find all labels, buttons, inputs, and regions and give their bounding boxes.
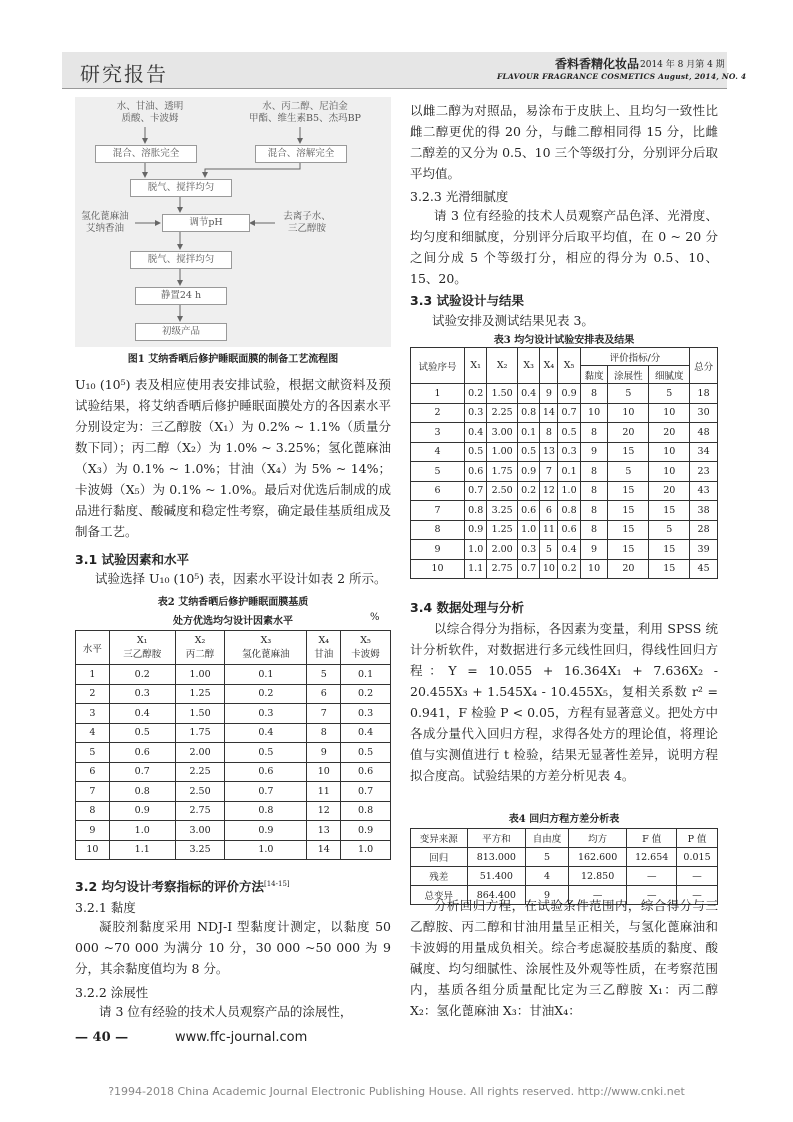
table-cell: 0.5 — [225, 743, 307, 763]
table-cell: 残差 — [411, 867, 468, 886]
table-cell: 5 — [526, 848, 569, 867]
table-cell: 0.7 — [558, 403, 580, 423]
t4-header: 变异来源 — [411, 829, 468, 848]
table-cell: — — [627, 886, 677, 905]
table-cell: 2.00 — [175, 743, 225, 763]
table-cell: 8 — [580, 501, 608, 521]
table-cell: 1.25 — [487, 520, 518, 540]
table-cell: 8 — [307, 723, 341, 743]
table-cell: 8 — [580, 423, 608, 443]
t4-header: P 值 — [677, 829, 718, 848]
table-cell: 0.2 — [465, 384, 487, 404]
table-cell: 15 — [608, 540, 649, 560]
t2-header-name: 甘油 — [314, 649, 334, 660]
table-cell: 5 — [411, 462, 465, 482]
table-cell: 14 — [540, 403, 558, 423]
table-cell: 1 — [411, 384, 465, 404]
journal-name: 香料香精化妆品 — [555, 57, 640, 71]
table-cell: 0.1 — [558, 462, 580, 482]
t2-header-col — [307, 631, 341, 665]
table-cell: 0.7 — [341, 782, 391, 802]
heading-3-2-3: 3.2.3 光滑细腻度 — [410, 189, 509, 204]
table-cell: 45 — [690, 559, 718, 579]
table-cell: 0.3 — [518, 540, 540, 560]
table-cell: 39 — [690, 540, 718, 560]
table-cell: 15 — [649, 559, 690, 579]
table-cell: 51.400 — [467, 867, 525, 886]
table-row — [411, 501, 718, 521]
table-cell: 回归 — [411, 848, 468, 867]
table-row — [411, 403, 718, 423]
table-cell: 8 — [580, 462, 608, 482]
t3-header-x1: X₁ — [465, 348, 487, 384]
right-paragraph-3: 试验安排及测试结果见表 3。 — [432, 313, 594, 328]
table-cell: 8 — [580, 481, 608, 501]
table-cell: 1.75 — [175, 723, 225, 743]
t2-header-level: 水平 — [76, 631, 110, 665]
table-cell: 3.25 — [175, 840, 225, 860]
t2-header-symbol: X₄ — [318, 635, 330, 646]
table-cell: 3 — [411, 423, 465, 443]
table-cell: 10 — [411, 559, 465, 579]
table-cell: 8 — [580, 384, 608, 404]
table-cell: 0.9 — [341, 821, 391, 841]
table-cell: 0.5 — [465, 442, 487, 462]
table-row — [76, 684, 391, 704]
flow-input-water: 去离子水、 三乙醇胺 — [283, 211, 331, 234]
table-row — [411, 867, 718, 886]
table-cell: 0.4 — [109, 704, 175, 724]
table-cell: 0.8 — [109, 782, 175, 802]
table-cell: 12.654 — [627, 848, 677, 867]
table-row — [76, 840, 391, 860]
table-cell: 10 — [540, 559, 558, 579]
journal-issue: 2014 年 8 月第 4 期 — [640, 60, 725, 70]
table-cell: 1.00 — [487, 442, 518, 462]
t3-header-eval: 评价指标/分 — [580, 348, 689, 366]
table-cell: 2.00 — [487, 540, 518, 560]
table-cell: 9 — [307, 743, 341, 763]
table-cell: 38 — [690, 501, 718, 521]
t3-header-x4: X₄ — [540, 348, 558, 384]
table-row — [76, 801, 391, 821]
table-cell: 1.0 — [341, 840, 391, 860]
table-cell: 20 — [608, 559, 649, 579]
table-cell: 3.25 — [487, 501, 518, 521]
table-cell: — — [677, 886, 718, 905]
table-cell: 0.6 — [518, 501, 540, 521]
table-cell: 0.4 — [225, 723, 307, 743]
table-cell: 5 — [649, 384, 690, 404]
t2-header-col — [175, 631, 225, 665]
flow-input-oils: 氢化蓖麻油 艾纳香油 — [81, 211, 129, 234]
table-cell: 1.0 — [225, 840, 307, 860]
table-cell: 9 — [411, 540, 465, 560]
flow-step-mix-swell: 混合、溶胀完全 — [95, 145, 197, 163]
table-cell: 1.50 — [175, 704, 225, 724]
table-cell: 8 — [540, 423, 558, 443]
table-cell: 813.000 — [467, 848, 525, 867]
table-cell: 0.2 — [558, 559, 580, 579]
table-cell: 0.6 — [225, 762, 307, 782]
table-row — [411, 384, 718, 404]
table-cell: 0.7 — [465, 481, 487, 501]
t2-header-name: 三乙醇胺 — [123, 649, 162, 660]
table-cell: 0.8 — [225, 801, 307, 821]
table-row — [411, 848, 718, 867]
heading-3-2-1: 3.2.1 黏度 — [75, 900, 136, 915]
table-cell: 0.4 — [518, 384, 540, 404]
table-cell: 15 — [608, 520, 649, 540]
table-cell: 0.5 — [109, 723, 175, 743]
table-cell: 864.400 — [467, 886, 525, 905]
table-cell: 0.5 — [558, 423, 580, 443]
table-cell: 5 — [608, 462, 649, 482]
table-cell: 15 — [649, 501, 690, 521]
table-cell: 14 — [307, 840, 341, 860]
table-cell: 1.1 — [109, 840, 175, 860]
flow-step-product: 初级产品 — [135, 323, 227, 341]
table-3-caption: 表3 均匀设计试验安排表及结果 — [493, 335, 635, 346]
table-cell: 5 — [649, 520, 690, 540]
table-cell: 12 — [540, 481, 558, 501]
t2-header-col — [109, 631, 175, 665]
table-cell: 2 — [76, 684, 110, 704]
table-cell: 1.1 — [465, 559, 487, 579]
header-divider — [62, 88, 727, 89]
left-paragraph-1: U₁₀ (10⁵) 表及相应使用表安排试验，根据文献资料及预试验结果，将艾纳香晒后修护睡眠面膜处方的各因素水平分别设定为：三乙醇胺（X₁）为 0.2% ~ 1.1%（质量分数下同）；丙二醇（X₂）为 1.0% ~ 3.25%；氢化蓖麻油（X₃）为 0.1% ~ 1.0%；甘油（X₄）为 5% ~ 14%；卡波姆（X₅）为 0.1% ~ 1.0%。最后对优选后制成的成品进行黏度、酸碱度和稳定性考察，确定最佳基质组成及制备工艺。 — [75, 377, 391, 539]
t4-header: 自由度 — [526, 829, 569, 848]
t4-header: 平方和 — [467, 829, 525, 848]
table-cell: 30 — [690, 403, 718, 423]
table-cell: 0.3 — [465, 403, 487, 423]
table-cell: 34 — [690, 442, 718, 462]
table-cell: 10 — [649, 442, 690, 462]
table-cell: 18 — [690, 384, 718, 404]
table-cell: 20 — [649, 423, 690, 443]
right-paragraph-2: 请 3 位有经验的技术人员观察产品色泽、光滑度、均匀度和细腻度，分别评分后取平均值，在 0 ~ 20 分之间分成 5 个等级打分，相应的得分为 0.5、10、15、20。 — [410, 208, 718, 286]
table-cell: 0.8 — [518, 403, 540, 423]
table-cell: 2.50 — [175, 782, 225, 802]
table-cell: 12 — [307, 801, 341, 821]
t2-header-col — [341, 631, 391, 665]
t3-header-no: 试验序号 — [411, 348, 465, 384]
table-cell: 0.9 — [465, 520, 487, 540]
table-row — [411, 423, 718, 443]
table-row — [76, 762, 391, 782]
table-cell: 0.9 — [518, 462, 540, 482]
table-cell: 5 — [540, 540, 558, 560]
page-number: — 40 — — [75, 1030, 129, 1045]
t3-header-x5: X₅ — [558, 348, 580, 384]
t2-header-symbol: X₂ — [194, 635, 206, 646]
table-cell: 0.7 — [225, 782, 307, 802]
table-cell: 2.75 — [487, 559, 518, 579]
right-paragraph-1: 以雌二醇为对照品，易涂布于皮肤上、且均匀一致性比雌二醇更优的得 20 分，与雌二醇相同得 15 分，比雌二醇差的又分为 0.5、10 三个等级打分，分别评分后取平均值。 — [410, 103, 718, 181]
t2-header-name: 丙二醇 — [185, 649, 215, 660]
table-cell: 7 — [76, 782, 110, 802]
t2-header-symbol: X₃ — [260, 635, 272, 646]
t3-header-x3: X₃ — [518, 348, 540, 384]
table-row — [76, 723, 391, 743]
table-cell: 10 — [580, 403, 608, 423]
table-cell: 2.25 — [175, 762, 225, 782]
table-cell: 20 — [608, 423, 649, 443]
table-row — [76, 782, 391, 802]
left-paragraph-4: 请 3 位有经验的技术人员观察产品的涂展性， — [99, 1004, 353, 1019]
table-cell: 10 — [649, 403, 690, 423]
table-cell: 0.3 — [558, 442, 580, 462]
table-cell: 1.00 — [175, 665, 225, 685]
t3-header-spread: 涂展性 — [608, 366, 649, 384]
table-cell: 0.1 — [518, 423, 540, 443]
table-cell: 0.7 — [518, 559, 540, 579]
table-cell: 20 — [649, 481, 690, 501]
table-cell: 8 — [76, 801, 110, 821]
t2-header-name: 卡波姆 — [351, 649, 380, 660]
table-cell: 6 — [76, 762, 110, 782]
flow-step-degas-2: 脱气、搅拌均匀 — [130, 251, 232, 269]
t3-header-viscosity: 黏度 — [580, 366, 608, 384]
t2-header-symbol: X₁ — [136, 635, 148, 646]
table-cell: 0.4 — [558, 540, 580, 560]
table-cell: 5 — [76, 743, 110, 763]
left-paragraph-3: 凝胶剂黏度采用 NDJ-I 型黏度计测定，以黏度 50 000 ~70 000 为满分 10 分，30 000 ~50 000 为 9 分，其余黏度值均为 8 分。 — [75, 919, 391, 976]
table-cell: 48 — [690, 423, 718, 443]
table-cell: 0.6 — [341, 762, 391, 782]
table-cell: 0.2 — [109, 665, 175, 685]
table-cell: 总变异 — [411, 886, 468, 905]
table-row — [411, 462, 718, 482]
table-cell: 9 — [540, 384, 558, 404]
table-cell: — — [677, 867, 718, 886]
table-cell: 0.6 — [558, 520, 580, 540]
table-cell: 7 — [540, 462, 558, 482]
table-cell: 1.0 — [109, 821, 175, 841]
table-cell: 0.1 — [225, 665, 307, 685]
table-cell: 4 — [76, 723, 110, 743]
table-cell: 0.3 — [341, 704, 391, 724]
table-row — [411, 481, 718, 501]
heading-3-1: 3.1 试验因素和水平 — [75, 552, 189, 567]
table-2-caption-line2: 处方优选均匀设计因素水平 — [173, 616, 293, 627]
table-cell: 4 — [526, 867, 569, 886]
flow-step-adjust-ph: 调节pH — [162, 214, 250, 232]
t2-header-symbol: X₅ — [360, 635, 371, 646]
table-cell: 2.75 — [175, 801, 225, 821]
table-cell: 5 — [608, 384, 649, 404]
journal-url: www.ffc-journal.com — [175, 1030, 308, 1045]
table-cell: 0.015 — [677, 848, 718, 867]
table-cell: 0.3 — [225, 704, 307, 724]
table-row — [76, 665, 391, 685]
table-cell: 10 — [649, 462, 690, 482]
table-cell: 11 — [540, 520, 558, 540]
table-cell: 0.5 — [341, 743, 391, 763]
table-cell: 0.2 — [341, 684, 391, 704]
table-cell: 3.00 — [175, 821, 225, 841]
table-cell: 0.2 — [225, 684, 307, 704]
table-cell: 9 — [580, 442, 608, 462]
table-cell: 13 — [307, 821, 341, 841]
table-cell: 15 — [608, 442, 649, 462]
table-2-unit: % — [370, 612, 380, 623]
t2-header-col — [225, 631, 307, 665]
table-4-caption: 表4 回归方程方差分析表 — [508, 814, 620, 825]
table-cell: 1.0 — [518, 520, 540, 540]
table-cell: 3.00 — [487, 423, 518, 443]
heading-3-3: 3.3 试验设计与结果 — [410, 293, 524, 308]
table-row — [76, 743, 391, 763]
table-cell: 0.9 — [109, 801, 175, 821]
t3-header-x2: X₂ — [487, 348, 518, 384]
table-2 — [75, 630, 391, 860]
t4-header: F 值 — [627, 829, 677, 848]
table-cell: 9 — [76, 821, 110, 841]
left-paragraph-2: 试验选择 U₁₀ (10⁵) 表，因素水平设计如表 2 所示。 — [95, 571, 387, 586]
table-cell: 12.850 — [568, 867, 626, 886]
table-row — [411, 559, 718, 579]
table-row — [411, 442, 718, 462]
table-cell: 8 — [580, 520, 608, 540]
right-paragraph-4: 以综合得分为指标，各因素为变量，利用 SPSS 统计分析软件，对数据进行多元线性回归，得线性回归方程：Y = 10.055 + 16.364X₁ + 7.636X₂ - 20.455X₃ + 1.545X₄ - 10.455X₅，复相关系数 r² = 0.941，F 检验 P < 0.05，方程有显著意义。把处方中各成分量代入回归方程，求得各处方的理论值，将理论值与实测值进行 t 检验，结果无显著性差异，说明方程拟合度高。试验结果的方差分析见表 4。 — [410, 621, 718, 783]
table-cell: 23 — [690, 462, 718, 482]
table-4 — [410, 828, 718, 905]
table-cell: 0.3 — [109, 684, 175, 704]
flow-step-degas-1: 脱气、搅拌均匀 — [130, 179, 232, 197]
heading-3-2: 3.2 均匀设计考察指标的评价方法[14-15] — [75, 879, 290, 894]
table-cell: 11 — [307, 782, 341, 802]
table-cell: 0.6 — [465, 462, 487, 482]
table-cell: 0.8 — [558, 501, 580, 521]
table-cell: 10 — [608, 403, 649, 423]
t4-header: 均方 — [568, 829, 626, 848]
table-cell: 3 — [76, 704, 110, 724]
table-cell: 9 — [580, 540, 608, 560]
table-cell: 0.1 — [341, 665, 391, 685]
table-cell: 6 — [411, 481, 465, 501]
table-cell: 10 — [76, 840, 110, 860]
t3-header-total: 总分 — [690, 348, 718, 384]
table-cell: 6 — [540, 501, 558, 521]
table-cell: 1.25 — [175, 684, 225, 704]
table-cell: 1.0 — [558, 481, 580, 501]
table-cell: 0.4 — [465, 423, 487, 443]
journal-name-en: FLAVOUR FRAGRANCE COSMETICS August, 2014, NO. 4 — [497, 72, 747, 81]
table-cell: — — [627, 867, 677, 886]
table-row — [76, 821, 391, 841]
table-cell: 0.4 — [341, 723, 391, 743]
table-cell: 10 — [307, 762, 341, 782]
flowchart-figure — [75, 97, 391, 347]
table-cell: 15 — [608, 481, 649, 501]
table-cell: 15 — [608, 501, 649, 521]
table-cell: 7 — [411, 501, 465, 521]
heading-3-2-2: 3.2.2 涂展性 — [75, 985, 149, 1000]
table-row — [411, 520, 718, 540]
table-2-caption-line1: 表2 艾纳香晒后修护睡眠面膜基质 — [157, 597, 309, 608]
table-row — [76, 704, 391, 724]
table-cell: 15 — [649, 540, 690, 560]
table-cell: 162.600 — [568, 848, 626, 867]
table-cell: 2.50 — [487, 481, 518, 501]
table-cell: 28 — [690, 520, 718, 540]
table-cell: 0.8 — [341, 801, 391, 821]
table-cell: 6 — [307, 684, 341, 704]
heading-3-4: 3.4 数据处理与分析 — [410, 600, 524, 615]
flow-input-right: 水、丙二醇、尼泊金 甲酯、维生素B5、杰玛BP — [249, 101, 361, 124]
table-cell: 0.9 — [558, 384, 580, 404]
table-row — [411, 540, 718, 560]
table-cell: 1 — [76, 665, 110, 685]
table-cell: 1.0 — [465, 540, 487, 560]
table-cell: 10 — [580, 559, 608, 579]
t3-header-fineness: 细腻度 — [649, 366, 690, 384]
table-cell: 7 — [307, 704, 341, 724]
table-cell: 4 — [411, 442, 465, 462]
table-cell: 0.5 — [518, 442, 540, 462]
table-cell: 1.50 — [487, 384, 518, 404]
flow-step-rest: 静置24 h — [135, 287, 227, 305]
table-cell: 1.75 — [487, 462, 518, 482]
table-cell: 9 — [526, 886, 569, 905]
table-cell: 8 — [411, 520, 465, 540]
t2-header-name: 氢化蓖麻油 — [242, 649, 290, 660]
figure-1-caption: 图1 艾纳香晒后修护睡眠面膜的制备工艺流程图 — [127, 354, 339, 365]
table-cell: 43 — [690, 481, 718, 501]
right-paragraph-5: 分析回归方程，在试验条件范围内，综合得分与三乙醇胺、丙二醇和甘油用量呈正相关，与氢化蓖麻油和卡波姆的用量成负相关。综合考虑凝胶基质的黏度、酸碱度、均匀细腻性、涂展性及外观等性质，在考察范围内，基质各组分质量配比定为三乙醇胺 X₁：丙二醇 X₂：氢化蓖麻油 X₃：甘油X₄： — [410, 898, 718, 1018]
table-cell: 0.2 — [518, 481, 540, 501]
table-cell: 2 — [411, 403, 465, 423]
table-cell: 2.25 — [487, 403, 518, 423]
table-cell: 0.6 — [109, 743, 175, 763]
table-cell: — — [568, 886, 626, 905]
flow-input-left: 水、甘油、透明 质酸、卡波姆 — [116, 101, 184, 124]
table-cell: 0.7 — [109, 762, 175, 782]
flow-step-mix-dissolve: 混合、溶解完全 — [255, 145, 347, 163]
table-cell: 0.9 — [225, 821, 307, 841]
section-title: 研究报告 — [80, 62, 168, 86]
table-3 — [410, 347, 718, 579]
table-cell: 0.8 — [465, 501, 487, 521]
copyright-line: ?1994-2018 China Academic Journal Electronic Publishing House. All rights reserved. http://www.cnki.net — [108, 1085, 685, 1098]
table-cell: 13 — [540, 442, 558, 462]
table-cell: 5 — [307, 665, 341, 685]
